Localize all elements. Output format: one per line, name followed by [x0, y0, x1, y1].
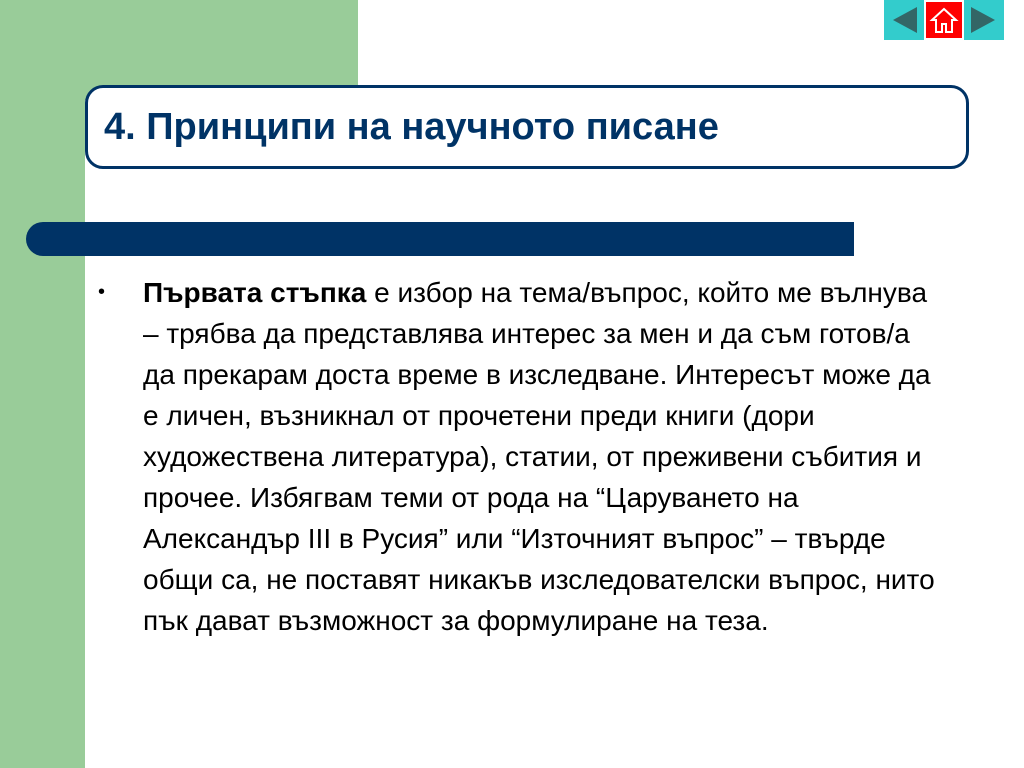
- decorative-navy-bar: [26, 222, 854, 256]
- bullet-item: [98, 272, 948, 641]
- page-title: 4. Принципи на научното писане: [104, 105, 719, 148]
- bullet-text: [143, 272, 948, 641]
- body-text: е избор на тема/въпрос, който ме вълнува – трябва да представлява интерес за мен и да съм готов/а да прекарам доста време в изследване. Интересът може да е личен, възникнал от прочетени преди книги (дори художествена литература), статии, от преживени събития и прочее. Избягвам теми от рода на “Царуването на Александър III в Русия” или “Източният въпрос” – твърде общи са, не поставят никакъв изследователски въпрос, нито пък дават възможност за формулиране на теза.: [143, 277, 935, 636]
- triangle-right-icon: [967, 3, 1001, 37]
- house-icon: [928, 4, 960, 36]
- previous-button[interactable]: [884, 0, 924, 40]
- bullet-symbol: •: [98, 281, 106, 303]
- main-content: [98, 272, 948, 641]
- next-button[interactable]: [964, 0, 1004, 40]
- bold-lead: Първата стъпка: [143, 277, 367, 308]
- home-button[interactable]: [924, 0, 964, 40]
- triangle-left-icon: [887, 3, 921, 37]
- navigation-controls: [884, 0, 1004, 40]
- title-box: [85, 85, 969, 169]
